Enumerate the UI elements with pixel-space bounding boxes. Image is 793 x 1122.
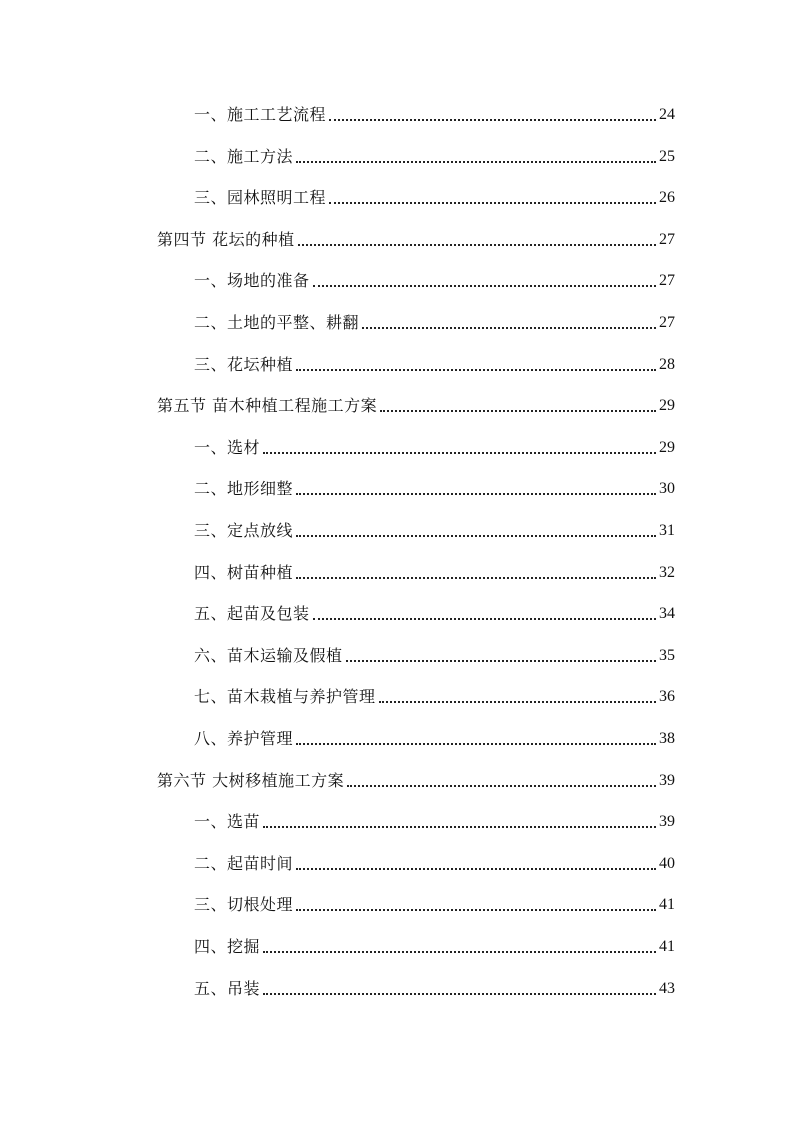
toc-subsection-entry[interactable] [194,850,675,878]
toc-dot-leader [263,826,656,828]
toc-entry-title: 八、养护管理 [194,729,294,748]
toc-dot-leader [296,868,656,870]
toc-entry-page-number: 40 [659,854,675,872]
toc-dot-leader [347,785,656,787]
toc-subsection-entry[interactable] [194,517,675,545]
toc-entry-title: 一、场地的准备 [194,271,310,291]
toc-entry-title: 六、苗木运输及假植 [194,645,343,665]
toc-entry-title: 二、施工方法 [194,146,294,166]
toc-dot-leader [296,577,656,579]
toc-entry-title: 一、选苗 [194,812,261,832]
toc-entry-title: 二、地形细整 [194,479,294,499]
toc-dot-leader [298,244,656,246]
toc-entry-page-number: 29 [659,438,675,456]
toc-entry-page-number: 27 [659,314,675,331]
toc-entry-page-number: 29 [659,397,675,415]
toc-dot-leader [329,202,656,204]
toc-entry-page-number: 38 [659,730,675,747]
toc-entry-title: 三、花坛种植 [194,354,294,374]
toc-entry-page-number: 36 [659,688,675,706]
toc-subsection-entry[interactable] [194,891,675,919]
toc-entry-page-number: 41 [659,896,675,914]
toc-dot-leader [313,618,656,620]
toc-entry-page-number: 39 [659,813,675,831]
toc-dot-leader [263,993,656,995]
toc-entry-page-number: 32 [659,563,675,581]
toc-subsection-entry[interactable] [194,101,675,129]
toc-entry-page-number: 39 [659,771,675,789]
toc-subsection-entry[interactable] [194,725,675,753]
toc-entry-page-number: 27 [659,230,675,248]
toc-entry-page-number: 28 [659,355,675,373]
toc-entry-page-number: 30 [659,480,675,498]
toc-dot-leader [296,161,656,163]
toc-dot-leader [380,410,656,412]
toc-subsection-entry[interactable] [194,184,675,212]
toc-subsection-entry[interactable] [194,267,675,295]
toc-dot-leader [296,743,656,745]
toc-dot-leader [296,909,656,911]
toc-entry-page-number: 43 [659,979,675,997]
toc-entry-page-number: 35 [659,646,675,664]
toc-subsection-entry[interactable] [194,933,675,961]
toc-dot-leader [263,951,656,953]
toc-dot-leader [379,701,656,703]
toc-entry-title: 一、施工工艺流程 [194,105,327,124]
toc-subsection-entry[interactable] [194,559,675,587]
toc-dot-leader [296,369,656,371]
toc-entry-title: 三、园林照明工程 [194,188,327,208]
toc-section-entry[interactable] [157,226,675,254]
toc-dot-leader [313,285,656,287]
toc-entry-page-number: 27 [659,272,675,290]
toc-entry-title: 三、定点放线 [194,521,294,540]
toc-entry-title: 第五节 苗木种植工程施工方案 [157,396,378,416]
toc-subsection-entry[interactable] [194,143,675,171]
toc-entry-title: 二、起苗时间 [194,853,294,873]
toc-entry-title: 七、苗木栽植与养护管理 [194,687,376,707]
toc-entry-title: 一、选材 [194,437,261,457]
toc-subsection-entry[interactable] [194,808,675,836]
toc-subsection-entry[interactable] [194,475,675,503]
toc-entry-title: 第四节 花坛的种植 [157,229,295,249]
toc-subsection-entry[interactable] [194,642,675,670]
toc-entry-page-number: 34 [659,605,675,623]
toc-section-entry[interactable] [157,392,675,420]
toc-dot-leader [296,535,656,537]
toc-dot-leader [263,452,656,454]
toc-dot-leader [362,327,656,329]
toc-subsection-entry[interactable] [194,434,675,462]
toc-entry-title: 五、吊装 [194,978,261,998]
toc-entry-title: 五、起苗及包装 [194,604,310,624]
toc-subsection-entry[interactable] [194,351,675,379]
toc-dot-leader [296,493,656,495]
toc-section-entry[interactable] [157,767,675,795]
toc-entry-page-number: 24 [659,106,675,123]
toc-subsection-entry[interactable] [194,683,675,711]
toc-dot-leader [329,119,656,121]
toc-entry-title: 三、切根处理 [194,895,294,915]
toc-entry-title: 四、树苗种植 [194,562,294,582]
toc-entry-title: 二、土地的平整、耕翻 [194,313,360,332]
toc-entry-page-number: 26 [659,189,675,207]
toc-entry-page-number: 25 [659,147,675,165]
toc-subsection-entry[interactable] [194,309,675,337]
toc-entry-page-number: 31 [659,522,675,539]
toc-subsection-entry[interactable] [194,600,675,628]
toc-entry-page-number: 41 [659,938,675,955]
toc-entry-title: 四、挖掘 [194,937,261,956]
toc-dot-leader [346,660,656,662]
toc-subsection-entry[interactable] [194,975,675,1003]
toc-entry-title: 第六节 大树移植施工方案 [157,770,345,790]
